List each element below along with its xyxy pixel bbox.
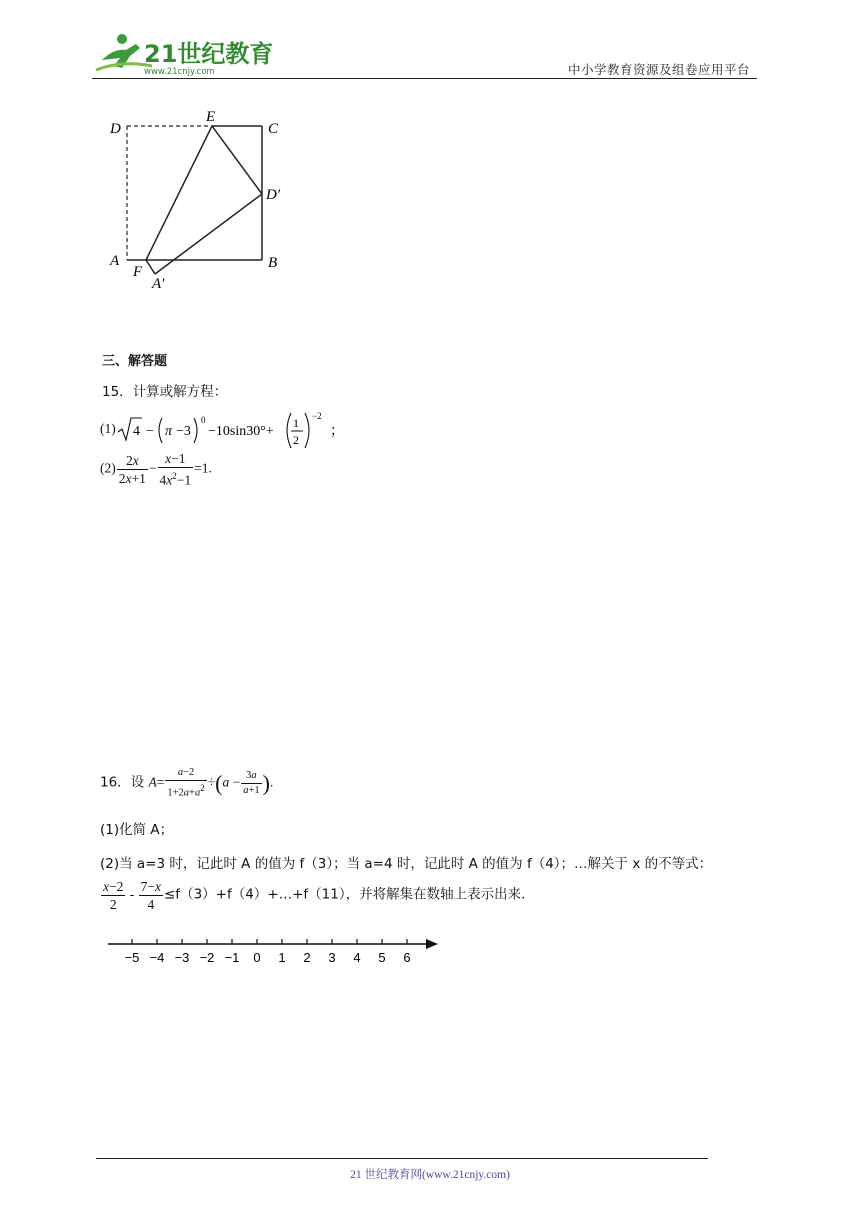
fraction-3a-over-a-plus-1: $\frac{3a}{a+1}$ — [243, 769, 260, 796]
q16-number: 16． — [100, 774, 131, 791]
fraction-7-minus-x-over-4: $\frac{7-x}{4}$ — [140, 879, 161, 912]
svg-text:1: 1 — [292, 416, 299, 430]
svg-text:−10sin30°+: −10sin30°+ — [207, 424, 274, 439]
q15-part1-label: (1) — [100, 421, 116, 437]
q15-part1 — [100, 410, 388, 450]
logo-title: 21世纪教育 — [144, 40, 272, 68]
edge-FA-prime — [146, 260, 155, 274]
number-line-tick-label: 5 — [378, 950, 386, 965]
svg-text:4: 4 — [132, 424, 140, 439]
fold-line-EF — [146, 126, 212, 260]
header-platform-name: 中小学教育资源及组卷应用平台 — [568, 62, 751, 77]
label-A-prime: A′ — [152, 276, 165, 292]
svg-text:2: 2 — [292, 433, 299, 447]
svg-text:−: − — [145, 424, 154, 439]
number-line-tick-label: 3 — [328, 950, 336, 965]
number-line-tick-label: 0 — [253, 950, 261, 965]
edge-D-prime-A-prime — [155, 194, 262, 274]
svg-text:π: π — [164, 424, 172, 439]
q15-stem — [102, 380, 227, 400]
fraction-2x-over-2x-plus-1: $\frac{2x}{2x+1}$ — [118, 452, 146, 486]
number-line-tick-label: −4 — [149, 950, 165, 965]
number-line-tick-label: 6 — [403, 950, 411, 965]
label-F: F — [133, 264, 143, 280]
fraction-x-minus-2-over-2: $\frac{x-2}{2}$ — [103, 879, 124, 912]
label-D-prime: D′ — [266, 187, 281, 203]
site-logo — [92, 30, 272, 80]
fraction-a-minus-2-over-1-plus-2a-plus-a2: $\frac{a-2}{1+2a+a^2}$ — [167, 767, 205, 799]
q16-part1: (1)化简 A； — [100, 822, 174, 838]
number-line — [106, 935, 446, 974]
edge-ED-prime — [212, 126, 262, 194]
q16-stem-pre: 设 — [130, 774, 149, 791]
q15-number: 15． — [102, 384, 133, 400]
q15-stem-text: 计算或解方程： — [132, 384, 228, 400]
footer-text: 21 世纪教育网(www.21cnjy.com) — [350, 1169, 510, 1181]
geometry-figure — [100, 102, 300, 297]
q16-part2-line1: (2)当 a=3 时，记此时 A 的值为 f（3）；当 a=4 时，记此时 A 的值为 f（4）；…解关于 x 的不等式： — [100, 856, 713, 872]
label-A: A — [110, 253, 120, 269]
number-line-tick-label: 4 — [353, 950, 361, 965]
svg-text:−3: −3 — [175, 424, 191, 439]
number-line-arrow-icon — [426, 939, 438, 949]
number-line-tick-label: 1 — [278, 950, 286, 965]
label-E: E — [206, 109, 216, 125]
fraction-x-minus-1-over-4x2-minus-1: $\frac{x-1}{4x^2-1}$ — [159, 451, 192, 488]
footer-divider — [96, 1158, 708, 1159]
number-line-tick-label: −3 — [174, 950, 190, 965]
number-line-tick-label: −2 — [199, 950, 215, 965]
number-line-tick-label: 2 — [303, 950, 311, 965]
svg-text:；: ； — [329, 424, 344, 439]
logo-url: www.21cnjy.com — [144, 67, 215, 77]
label-B: B — [268, 255, 278, 271]
number-line-tick-label: −1 — [224, 950, 240, 965]
svg-text:−2: −2 — [311, 411, 322, 421]
label-C: C — [268, 121, 279, 137]
q15-part2-rhs: =1. — [194, 460, 212, 476]
header-divider — [92, 78, 757, 79]
svg-text:0: 0 — [200, 415, 206, 425]
q16-part2-tail: ≤f（3）+f（4）+…+f（11），并将解集在数轴上表示出来. — [164, 886, 526, 903]
q15-part2: (2) $\frac{2x}{2x+1}$ − $\frac{x-1}{4x^2-1}$ =1. — [100, 451, 212, 488]
number-line-tick-label: −5 — [124, 950, 140, 965]
label-D: D — [110, 121, 121, 137]
q15-part2-label: (2) — [100, 460, 116, 476]
q15-part1-expression — [116, 410, 388, 450]
q16-stem: 16．设 A= $\frac{a-2}{1+2a+a^2}$ ÷(a − $\frac{3a}{a+1}$ ). — [100, 767, 274, 799]
q16-part2-line2: $\frac{x-2}{2}$ - $\frac{7-x}{4}$ ≤f（3）+f（4）+…+f（11），并将解集在数轴上表示出来. — [103, 879, 526, 912]
section-title: 三、解答题 — [102, 354, 168, 369]
